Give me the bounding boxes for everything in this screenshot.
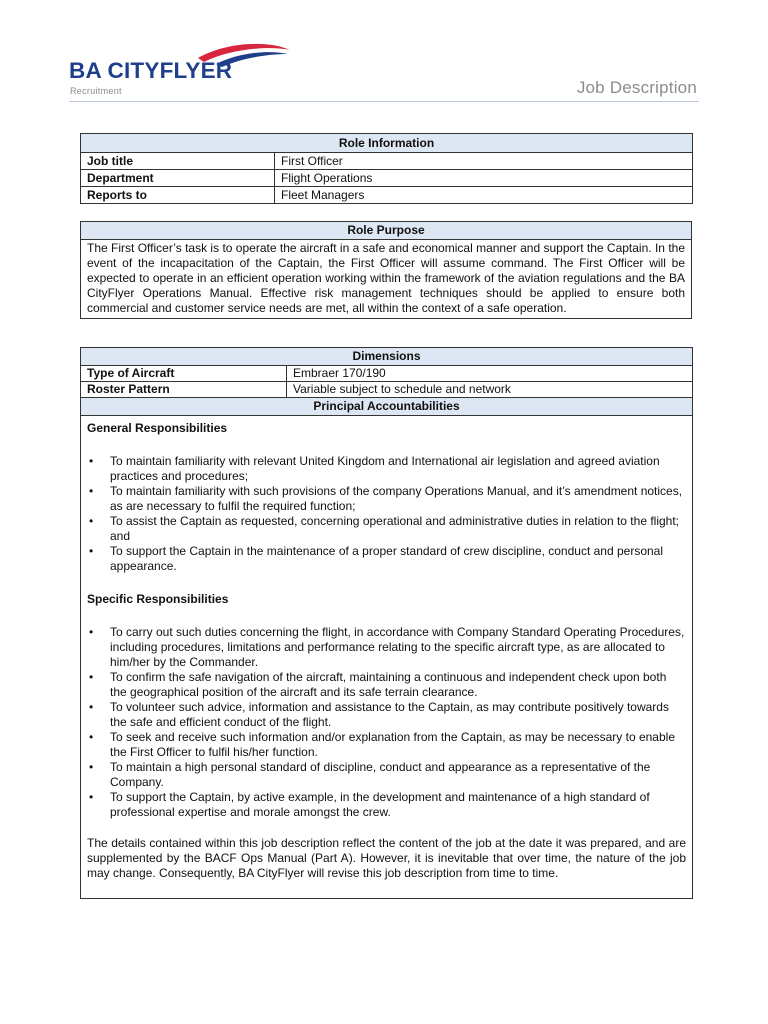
list-item xyxy=(87,484,686,514)
general-responsibilities-list xyxy=(87,454,686,574)
bullet-icon: • xyxy=(89,484,94,498)
closing-statement: The details contained within this job description reflect the content of the job at the date it was prepared, and are supplemented by the BACF Ops Manual (Part A). However, it is inevitable that over time, the nature of the job may change. Consequently, BA CityFlyer will revise this job description from time to time. xyxy=(87,836,687,880)
roster-pattern-label: Roster Pattern xyxy=(81,382,287,398)
principal-accountabilities-heading: Principal Accountabilities xyxy=(81,398,693,416)
list-item xyxy=(87,514,686,544)
list-item xyxy=(87,454,686,484)
dimensions-table xyxy=(80,347,693,899)
bullet-icon: • xyxy=(89,514,94,528)
roster-pattern-value: Variable subject to schedule and network xyxy=(287,382,693,398)
table-row xyxy=(81,170,693,187)
table-row xyxy=(81,382,693,398)
table-row xyxy=(81,187,693,204)
reports-to-label: Reports to xyxy=(81,187,275,204)
general-responsibilities-title: General Responsibilities xyxy=(87,421,228,435)
aircraft-type-label: Type of Aircraft xyxy=(81,366,287,382)
role-purpose-heading: Role Purpose xyxy=(81,222,692,240)
job-title-value: First Officer xyxy=(275,153,693,170)
list-item-text: To carry out such duties concerning the flight, in accordance with Company Standard Operating Procedures, including procedures, limitations and performance relating to the specific aircraft type, as are allocated to him/her by the Commander. xyxy=(110,625,685,669)
specific-responsibilities-list xyxy=(87,625,686,820)
role-purpose-text: The First Officer’s task is to operate the aircraft in a safe and economical manner and support the Captain. In the event of the incapacitation of the Captain, the First Officer will assume command. The First Officer will be expected to operate in an efficient operation working within the framework of the aviation regulations and the BA CityFlyer Operations Manual. Effective risk management techniques should be applied to ensure both commercial and customer service needs are met, all within the context of a safe operation. xyxy=(81,240,692,319)
department-label: Department xyxy=(81,170,275,187)
reports-to-value: Fleet Managers xyxy=(275,187,693,204)
role-purpose-table xyxy=(80,221,692,319)
list-item-text: To confirm the safe navigation of the aircraft, maintaining a continuous and independent check upon both the geographical position of the aircraft and its safe terrain clearance. xyxy=(110,670,667,699)
dimensions-heading: Dimensions xyxy=(81,348,693,366)
accountabilities-body xyxy=(81,416,693,899)
header-divider xyxy=(69,101,699,102)
bullet-icon: • xyxy=(89,670,94,684)
list-item xyxy=(87,730,686,760)
bullet-icon: • xyxy=(89,454,94,468)
specific-responsibilities-title: Specific Responsibilities xyxy=(87,592,229,606)
role-information-heading: Role Information xyxy=(81,134,693,153)
brand-subtitle: Recruitment xyxy=(70,86,122,96)
list-item-text: To support the Captain, by active example, in the development and maintenance of a high standard of professional expertise and morale amongst the crew. xyxy=(110,790,650,819)
table-row xyxy=(81,153,693,170)
list-item-text: To maintain familiarity with such provisions of the company Operations Manual, and it’s amendment notices, as are necessary to fulfil the required function; xyxy=(110,484,683,513)
brand-logo-text: BA CITYFLYER xyxy=(69,58,233,83)
page-header xyxy=(0,0,768,105)
job-title-label: Job title xyxy=(81,153,275,170)
bullet-icon: • xyxy=(89,730,94,744)
list-item xyxy=(87,670,686,700)
list-item-text: To maintain familiarity with relevant United Kingdom and International air legislation and agreed aviation practices and procedures; xyxy=(110,454,660,483)
list-item-text: To maintain a high personal standard of discipline, conduct and appearance as a representative of the Company. xyxy=(110,760,651,789)
bullet-icon: • xyxy=(89,544,94,558)
list-item-text: To support the Captain in the maintenance of a proper standard of crew discipline, conduct and personal appearance. xyxy=(110,544,664,573)
bullet-icon: • xyxy=(89,760,94,774)
table-row xyxy=(81,366,693,382)
department-value: Flight Operations xyxy=(275,170,693,187)
list-item-text: To seek and receive such information and/or explanation from the Captain, as may be necessary to enable the First Officer to fulfil his/her function. xyxy=(110,730,675,759)
list-item-text: To assist the Captain as requested, concerning operational and administrative duties in relation to the flight; and xyxy=(110,514,680,543)
document-title: Job Description xyxy=(576,78,697,97)
aircraft-type-value: Embraer 170/190 xyxy=(287,366,693,382)
bullet-icon: • xyxy=(89,790,94,804)
bullet-icon: • xyxy=(89,700,94,714)
list-item-text: To volunteer such advice, information and assistance to the Captain, as may contribute positively towards the safe and efficient conduct of the flight. xyxy=(110,700,669,729)
role-information-table xyxy=(80,133,693,204)
list-item xyxy=(87,760,686,790)
bullet-icon: • xyxy=(89,625,94,639)
list-item xyxy=(87,700,686,730)
list-item xyxy=(87,625,686,670)
list-item xyxy=(87,544,686,574)
list-item xyxy=(87,790,686,820)
